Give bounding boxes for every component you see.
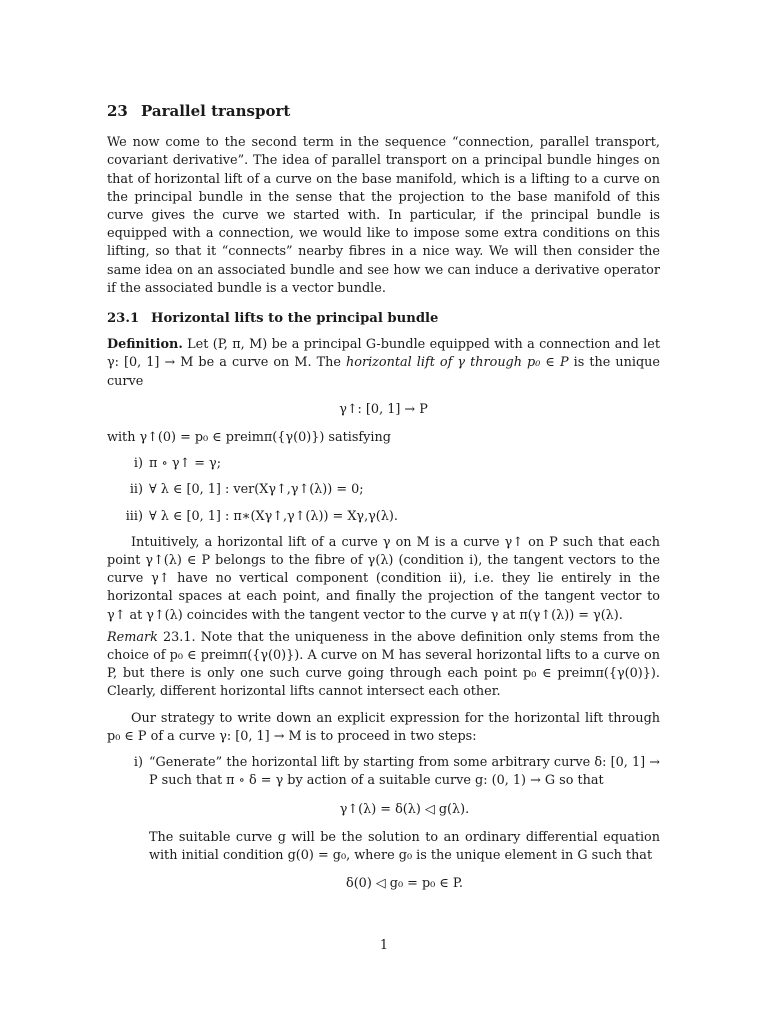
intuition-paragraph: Intuitively, a horizontal lift of a curve γ on M is a curve γ↑ on P such that each point γ↑(λ) ∈ P belongs to the fibre of γ(λ) (condition i), the tangent vectors to the curve γ↑ have no vertical component (condition ii), i.e. they lie entirely in the horizontal spaces at each point, and finally the projection of the tangent vector to γ↑ at γ↑(λ) coincides with the tangent vector to the curve γ at π(γ↑(λ)) = γ(λ). (107, 534, 660, 623)
section-title: Parallel transport (141, 102, 291, 120)
definition-text-b: is the unique curve (107, 355, 660, 389)
definition-with-line: with γ↑(0) = p₀ ∈ preimπ({γ(0)}) satisfying (107, 430, 391, 446)
step-text: “Generate” the horizontal lift by starting from some arbitrary curve δ: [0, 1] → P such that π ∘ δ = γ by action of a suitable curve g: (0, 1) → G so that (149, 755, 660, 789)
step-after-text: The suitable curve g will be the solution to an ordinary differential equation with initial condition g(0) = g₀, where g₀ is the unique element in G such that (149, 829, 660, 863)
condition-text: π ∘ γ↑ = γ; (149, 456, 222, 472)
section-heading (107, 102, 660, 120)
remark-text: Note that the uniqueness in the above definition only stems from the choice of p₀ ∈ preimπ({γ(0)}). A curve on M has several horizontal lifts to a curve on P, but there is only one such curve going through each point p₀ ∈ preimπ({γ(0)}). Clearly, different horizontal lifts cannot intersect each other. (107, 629, 660, 700)
strategy-paragraph: Our strategy to write down an explicit expression for the horizontal lift through p₀ ∈ P of a curve γ: [0, 1] → M is to proceed in two steps: (107, 710, 660, 744)
definition-label: Definition. (107, 337, 183, 353)
condition-text: ∀ λ ∈ [0, 1] : ver(Xγ↑,γ↑(λ)) = 0; (149, 482, 364, 498)
definition-text-a: Let (P, π, M) be a principal G-bundle equipped with a connection and let γ: [0, 1] → M be a curve on M. The (107, 337, 660, 371)
subsection-number: 23.1 (107, 311, 140, 327)
condition-item (107, 455, 660, 473)
remark-label: Remark (107, 629, 158, 645)
strategy-steps (107, 754, 660, 903)
condition-text: ∀ λ ∈ [0, 1] : π∗(Xγ↑,γ↑(λ)) = Xγ,γ(λ). (149, 508, 398, 524)
condition-label: ii) (129, 482, 143, 498)
subsection-heading (107, 310, 660, 328)
step-body (149, 754, 660, 903)
remark-number: 23.1. (163, 629, 196, 645)
step-display-equation-2: δ(0) ◁ g₀ = p₀ ∈ P. (345, 876, 463, 892)
condition-item (107, 508, 660, 526)
page-number: 1 (379, 938, 389, 953)
step-label: i) (133, 755, 143, 771)
definition-term: horizontal lift of γ through p₀ ∈ P (346, 355, 569, 371)
condition-label: i) (133, 456, 143, 472)
subsection-title: Horizontal lifts to the principal bundle (151, 311, 439, 327)
intro-paragraph: We now come to the second term in the sequence “connection, parallel transport, covariant derivative”. The idea of parallel transport on a principal bundle hinges on that of horizontal lift of a curve on the base manifold, which is a lifting to a curve on the principal bundle in the sense that the projection to the base manifold of this curve gives the curve we started with. In particular, if the principal bundle is equipped with a connection, we would like to impose some extra conditions on this lifting, so that it “connects” nearby fibres in a nice way. We will then consider the same idea on an associated bundle and see how we can induce a derivative operator if the associated bundle is a vector bundle. (107, 135, 660, 296)
remark-paragraph (107, 629, 660, 702)
condition-label: iii) (125, 508, 143, 524)
step-item (107, 754, 660, 903)
definition-paragraph (107, 336, 660, 391)
section-number: 23 (107, 102, 128, 120)
page-body (107, 96, 660, 911)
definition-display-equation: γ↑: [0, 1] → P (339, 401, 428, 417)
step-display-equation: γ↑(λ) = δ(λ) ◁ g(λ). (339, 801, 470, 817)
condition-item (107, 481, 660, 499)
definition-conditions (107, 455, 660, 526)
